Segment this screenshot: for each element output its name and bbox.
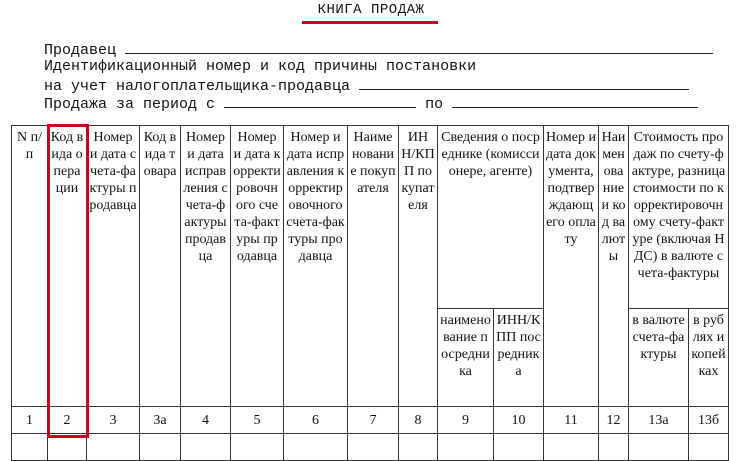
data-cell[interactable]	[87, 434, 140, 461]
col-number: 6	[284, 407, 348, 434]
col-number: 7	[348, 407, 399, 434]
period-from-field[interactable]	[224, 94, 416, 108]
seller-row	[44, 40, 713, 60]
col-number: 13б	[689, 407, 729, 434]
data-cell[interactable]	[544, 434, 599, 461]
data-cell[interactable]	[494, 434, 544, 461]
col-number: 8	[399, 407, 438, 434]
title-underline	[302, 21, 438, 24]
col-header-10: ИНН/КПП посредника	[494, 309, 544, 407]
col-number: 10	[494, 407, 544, 434]
inn-field[interactable]	[359, 76, 689, 90]
sales-ledger-table	[11, 125, 729, 461]
data-cell[interactable]	[599, 434, 629, 461]
period-label: Продажа за период с	[44, 96, 216, 113]
col-header-1: N п/п	[12, 126, 48, 407]
col-number: 1	[12, 407, 48, 434]
inn-row	[44, 76, 689, 96]
col-number: 9	[438, 407, 494, 434]
col-number: 11	[544, 407, 599, 434]
col-header-13a: в валюте счета-фактуры	[629, 309, 689, 407]
col-header-9: наименование посредника	[438, 309, 494, 407]
data-cell[interactable]	[629, 434, 689, 461]
col-header-11: Номер и дата документа, подтверждающего оплату	[544, 126, 599, 407]
col-header-13: Стоимость продаж по счету-фактуре, разница стоимости по корректировочному счету-фактуре (включая НДС) в валюте счета-фактуры	[629, 126, 729, 309]
data-cell[interactable]	[399, 434, 438, 461]
data-cell[interactable]	[181, 434, 231, 461]
col-number: 3	[87, 407, 140, 434]
data-cell[interactable]	[284, 434, 348, 461]
data-cell[interactable]	[12, 434, 48, 461]
col-header-2: Код вида операции	[48, 126, 87, 407]
col-header-9-10: Сведения о посреднике (комиссионере, агенте)	[438, 126, 544, 309]
period-to-label: по	[425, 96, 444, 113]
seller-label: Продавец	[44, 42, 117, 59]
page-title: КНИГА ПРОДАЖ	[317, 2, 425, 18]
col-number: 13а	[629, 407, 689, 434]
col-number: 4	[181, 407, 231, 434]
data-cell[interactable]	[48, 434, 87, 461]
period-row	[44, 94, 698, 114]
col-header-5: Номер и дата корректировочного счета-фактуры продавца	[231, 126, 284, 407]
data-cell[interactable]	[348, 434, 399, 461]
col-header-3a: Код вида товара	[140, 126, 181, 407]
col-header-12: Наименование и код валюты	[599, 126, 629, 407]
period-to-field[interactable]	[452, 94, 698, 108]
col-header-4: Номер и дата исправления счета-фактуры продавца	[181, 126, 231, 407]
col-number: 12	[599, 407, 629, 434]
col-header-3: Номер и дата счета-фактуры продавца	[87, 126, 140, 407]
col-number: 3а	[140, 407, 181, 434]
data-cell[interactable]	[689, 434, 729, 461]
data-cell[interactable]	[438, 434, 494, 461]
inn-line-1: Идентификационный номер и код причины постановки	[44, 58, 477, 75]
data-cell[interactable]	[231, 434, 284, 461]
col-number: 2	[48, 407, 87, 434]
col-header-7: Наименование покупателя	[348, 126, 399, 407]
data-cell[interactable]	[140, 434, 181, 461]
col-header-6: Номер и дата исправления корректировочного счета-фактуры продавца	[284, 126, 348, 407]
col-header-8: ИНН/КПП покупателя	[399, 126, 438, 407]
inn-line-2: на учет налогоплательщика-продавца	[44, 78, 351, 95]
col-header-13b: в рублях и копейках	[689, 309, 729, 407]
col-number: 5	[231, 407, 284, 434]
seller-field[interactable]	[125, 40, 713, 54]
